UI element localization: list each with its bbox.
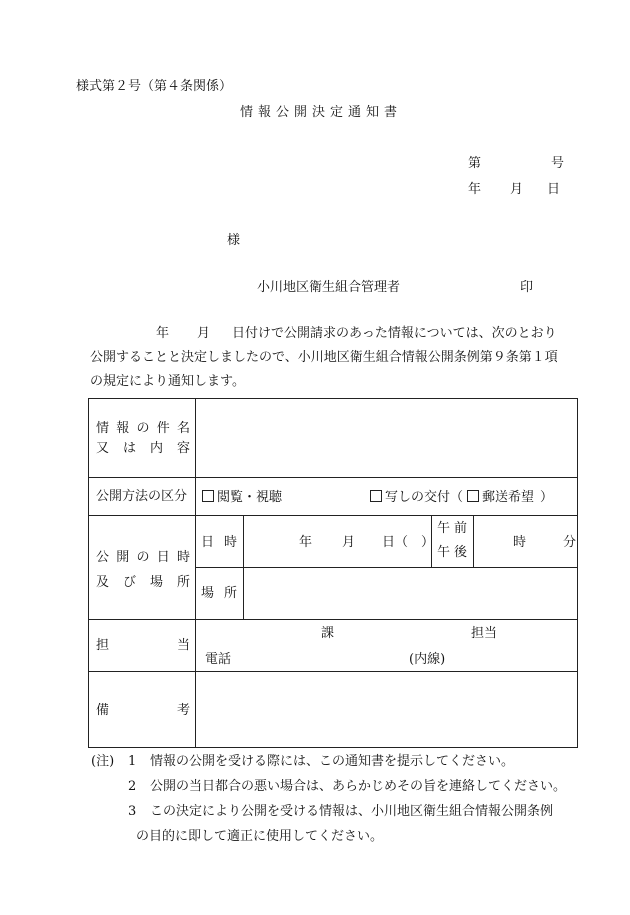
checkbox-copy[interactable]: [370, 490, 382, 502]
datetime-minute: 分: [563, 535, 577, 550]
datetime-place-label-line-2: 及 び 場 所: [96, 575, 190, 590]
row-divider: [89, 619, 577, 620]
body-line-1-text: 日付けで公開請求のあった情報については、次のとおり: [232, 326, 557, 341]
issuer-name: 小川地区衛生組合管理者: [257, 280, 401, 295]
subject-label-line-2: 又 は 内 容: [96, 441, 190, 456]
note-1-number: 1: [128, 754, 137, 769]
datetime-place-label-line-1: 公 開 の 日 時: [96, 550, 190, 565]
contact-extension: (内線): [409, 652, 446, 667]
form-number: 様式第２号（第４条関係）: [76, 79, 233, 94]
method-option-mail-label: 郵送希望: [482, 490, 535, 505]
datetime-label: 日 時: [201, 535, 237, 550]
datetime-day-weekday: 日（ ）: [382, 535, 435, 550]
datetime-year: 年: [299, 535, 313, 550]
note-3-continuation: の目的に即して適正に使用してください。: [136, 829, 384, 844]
contact-section: 課: [321, 626, 335, 641]
datetime-hour: 時: [513, 535, 527, 550]
method-option-copy-label: 写しの交付（: [385, 490, 464, 505]
recipient-honorific: 様: [227, 233, 241, 248]
checkbox-viewing[interactable]: [202, 490, 214, 502]
notice-body: [90, 322, 585, 394]
body-line-1: [90, 322, 585, 346]
method-option-viewing[interactable]: [202, 490, 282, 504]
date-year-label: 年: [468, 182, 482, 197]
reference-number-prefix: 第: [468, 156, 482, 171]
contact-label: 担 当: [96, 638, 190, 653]
note-3-text: この決定により公開を受ける情報は、小川地区衛生組合情報公開条例: [150, 804, 554, 819]
note-1-text: 情報の公開を受ける際には、この通知書を提示してください。: [150, 754, 515, 769]
date-month-label: 月: [510, 182, 524, 197]
body-month-label: 月: [197, 326, 211, 341]
datetime-pm[interactable]: 午 後: [437, 545, 467, 560]
reference-number-suffix: 号: [551, 156, 565, 171]
datetime-am[interactable]: 午 前: [437, 521, 467, 536]
body-line-2: 公開することと決定しましたので、小川地区衛生組合情報公開条例第９条第１項: [90, 350, 558, 365]
notice-form-table: [88, 398, 578, 748]
contact-phone: 電話: [205, 652, 232, 667]
column-divider: [473, 515, 474, 567]
method-option-close: ）: [540, 490, 554, 505]
method-option-copy[interactable]: [370, 490, 553, 504]
row-divider: [195, 567, 577, 568]
row-divider: [89, 671, 577, 672]
issuer-seal: 印: [520, 280, 534, 295]
checkbox-mail[interactable]: [467, 490, 479, 502]
place-label: 場 所: [201, 586, 237, 601]
method-label: 公開方法の区分: [96, 489, 188, 504]
column-divider: [195, 399, 196, 747]
body-year-label: 年: [156, 326, 170, 341]
contact-person: 担当: [471, 626, 498, 641]
note-3-number: 3: [128, 804, 137, 819]
notes-prefix: (注): [91, 754, 115, 769]
date-day-label: 日: [547, 182, 561, 197]
subject-label-line-1: 情 報 の 件 名: [96, 421, 190, 436]
datetime-month: 月: [342, 535, 356, 550]
body-line-3: の規定により通知します。: [90, 374, 245, 389]
note-2-text: 公開の当日都合の悪い場合は、あらかじめその旨を連絡してください。: [150, 779, 567, 794]
document-title: 情報公開決定通知書: [240, 105, 403, 120]
remarks-label: 備 考: [96, 703, 190, 718]
note-2-number: 2: [128, 779, 137, 794]
row-divider: [89, 477, 577, 478]
column-divider: [243, 515, 244, 619]
method-option-viewing-label: 閲覧・視聴: [217, 490, 283, 505]
row-divider: [89, 515, 577, 516]
